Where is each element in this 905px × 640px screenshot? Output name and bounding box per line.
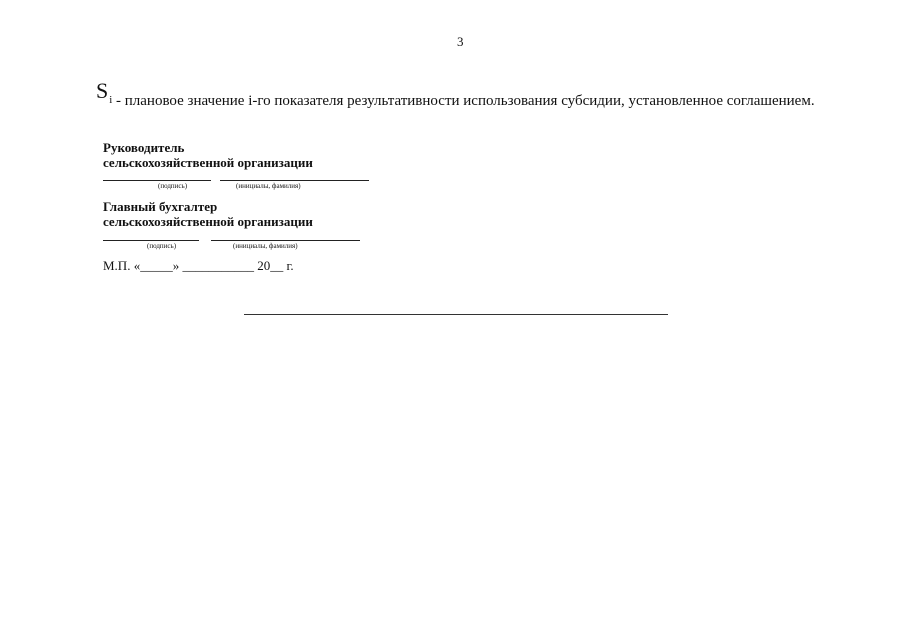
- accountant-title-line1: Главный бухгалтер: [103, 199, 218, 214]
- accountant-title-line2: сельскохозяйственной организации: [103, 214, 313, 229]
- head-title-line2: сельскохозяйственной организации: [103, 155, 313, 170]
- accountant-signature-caption: (подпись): [147, 242, 177, 250]
- symbol-subscript: i: [109, 94, 113, 106]
- end-separator-line: [244, 314, 668, 315]
- accountant-name-line: [211, 240, 360, 241]
- stamp-date-line: М.П. «_____» ___________ 20__ г.: [103, 258, 294, 273]
- head-name-caption: (инициалы, фамилия): [236, 182, 301, 190]
- head-signature-line: [103, 180, 211, 181]
- formula-definition: - плановое значение i-го показателя результативности использования субсидии, установленное соглашением.: [116, 93, 815, 109]
- symbol-letter: S: [96, 78, 109, 103]
- accountant-name-caption: (инициалы, фамилия): [233, 242, 298, 250]
- head-name-line: [220, 180, 369, 181]
- head-signature-caption: (подпись): [158, 182, 188, 190]
- accountant-signature-line: [103, 240, 199, 241]
- formula-symbol: [96, 80, 112, 111]
- page-number: 3: [457, 34, 464, 49]
- head-title-line1: Руководитель: [103, 140, 185, 155]
